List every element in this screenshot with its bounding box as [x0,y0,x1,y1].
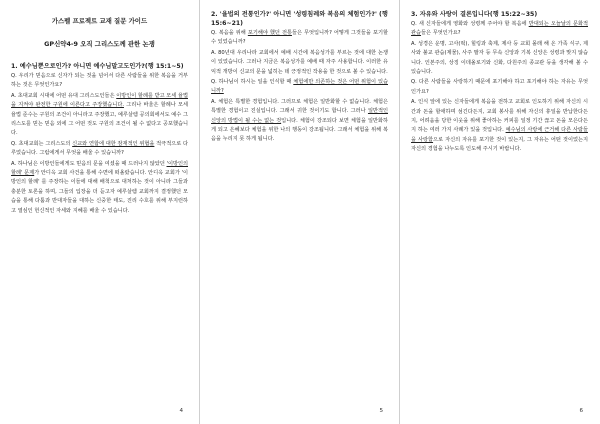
section-heading-3: 3. 자유와 사랑이 결론입니다(행 15:22~35) [411,11,538,18]
answer: A. 초대교회 시대에 어떤 유대 그리스도인들은 이방인이 할례를 받고 모세 율법을 지켜야 완전한 구원에 이른다고 주장했습니다. 그리나 바울은 할례나 모세 율법 준수는 구원의 조건이 아니라고 주장했고, 예루살렘 공의회에서도 예수 그리스도를 믿는 믿음 외에 그 어떤 것도 구원의 조건이 될 수 없다고 공포했습니다. [11,92,188,137]
page-number: 4 [179,408,183,414]
page-6 [400,0,599,424]
page-number: 6 [579,408,583,414]
answer: A. 하나님은 이방인들에게도 믿음의 문을 여셨을 때 드러나지 않았던 '이방인의 할례' 문제가 안디옥 교회 사건을 통해 수면에 떠올랐습니다. 안디옥 교회가 '이방인의 할례' 를 주장하는 이들에 대해 배척으로 대처하는 것이 아니라 그들과 충분한 토론을 하며, 그들의 입장을 더 듣고자 예루살렘 교회까지 결정했던 모습을 통해 다툼과 반대자들을 대하는 신중한 태도, 진리 수호를 위해 부지런하고 열심인 헌신적인 자세와 지혜를 배울 수 있습니다. [11,160,188,214]
question: Q. 새 신자들에게 영화와 성령께 주어야 할 복음에 반대되는 오늘날의 문화적 관습들은 무엇인가요? [411,21,588,37]
question: Q. 다른 사람들을 사랑하기 때문에 포기해야 하고 포기해야 하는 자유는 무엇인가요? [411,79,588,95]
section-heading-2: 2. '율법의 전통인가?' 아니면 '성령침례와 복음의 체험인가?' (행 15:6~21) [211,11,388,27]
section-heading-1: 1. 예수님뿐으로인가? 아니면 예수님말고도인가?(행 15:1~5) [11,63,184,70]
question: Q. 하나님이 하시는 일을 인식할 때 체험에만 의존하는 것은 어떤 위험이 있습니까? [211,79,388,95]
page-number: 5 [379,408,383,414]
question: Q. 초대교회는 그리스도의 신교와 연합에 대한 잠재적인 위협을 적극적으로 다루었습니다. 그럼에게서 무엇을 배울 수 있습니까? [11,140,189,157]
answer: A. 성경은 운명, 고사(떡), 힐링과 축제, 제사 등 교회 몰래 해 온 가족 식구, 제사와 불교 관습(제물), 사주 팔자 등 무속 신앙과 기복 신앙은 성령과 맞지 않습니다. 인본주의, 상징 이데올로기와 신화, 다원주의 종교관 등을 생각해 볼 수 있습니다. [411,40,588,76]
document-title: 가스펠 프로젝트 교재 질문 가이드 [51,17,148,25]
answer: A. 체험은 특별한 경험입니다. 그러므로 체험은 일반화할 수 없습니다. 체험은 특별한 경험이고 진실입니다. 그래서 귀한 것이기도 합니다. 그러나 일반적인 신앙의 방법이 될 수는 없는 것입니다. 체험이 강조되다 보면 체험을 일반화하게 되고 은혜보다 체험을 위한 나의 행동이 강조됩니다. 그래서 체험을 위해 복음을 누리지 못 하게 됩니다. [211,98,388,143]
page-4 [0,0,199,424]
page-5 [200,0,399,424]
question: Q. 복음을 위해 포기해야 했던 전통들은 무엇입니까? 어떻게 그것들을 포기할 수 있었습니까? [211,30,388,46]
answer: A. 인식 앞에 있는 신자들에게 복음을 전하고 교회로 인도하기 위해 자신의 시간과 돈을 할애하며 섬긴다든지, 교회 봉사를 위해 자신의 휴일을 반납한다든지, 어려움을 당한 이웃을 위해 좋아하는 커피를 일정 기간 끊고 돈을 모은다든지 하는 여러 가지 사례가 있을 것입니다. 예수님의 사랑에 근거해 다른 사람들을 사랑함으로 자신의 자유를 포기한 것이 있는지, 그 자유는 어떤 것이었는지 자신의 경험을 나누도록 인도해 주시기 바랍니다. [411,99,589,153]
question: Q. 우리가 믿음으로 신자가 되는 것을 넘어서 다른 사람들을 위한 복음을 거부하는 것은 무엇인가요? [11,73,188,89]
lesson-title: GP신약4-9 오직 그리스도께 관한 논쟁 [44,40,155,48]
answer: A. 80년대 우리나라 교회에서 예배 시간에 복음성가를 부르는 것에 대한 논쟁이 있었습니다. 그러나 지금은 복음성가를 예배 때 자주 사용합니다. 이러한 유익적 개방이 신교의 문을 넓히는 데 긍정적인 작용을 한 것으로 볼 수 있습니다. [211,49,388,75]
